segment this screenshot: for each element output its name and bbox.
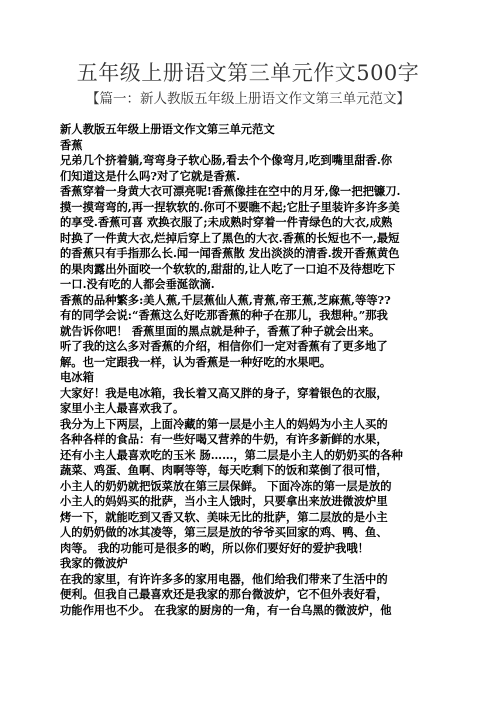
text-line: 烤一下，就能吃到又香又软、美味无比的批萨，第二层放的是小主 (60, 509, 388, 524)
text-line: 时换了一件黄大衣,烂掉后穿上了黑色的大衣.香蕉的长短也不一,最短 (60, 230, 400, 245)
text-line: 便利。但我自己最喜欢还是我家的那台微波炉，它不但外表好看， (60, 587, 388, 601)
page-title: 五年级上册语文第三单元作文500字 (76, 61, 420, 85)
text-line: 功能作用也不少。 在我家的厨房的一角，有一台乌黑的微波炉，他 (60, 602, 392, 617)
text-line: 我家的微波炉 (60, 556, 128, 570)
text-line: 还有小主人最喜欢吃的玉米 肠……，第二层是小主人的奶奶买的各种 (60, 447, 403, 462)
text-line: 香蕉穿着一身黄大衣可漂亮呢!香蕉像挂在空中的月牙,像一把把镰刀. (60, 184, 401, 198)
text-line: 在我的家里，有许许多多的家用电器，他们给我们带来了生活中的 (60, 571, 388, 586)
page-subtitle: 【篇一：新人教版五年级上册语文作文第三单元范文】 (86, 91, 410, 107)
text-line: 就告诉你吧！ 香蕉里面的黑点就是种子，香蕉了种子就会出来。 (60, 323, 381, 338)
text-line: 一口.没有吃的人都会垂涎欲滴. (60, 277, 215, 291)
text-line: 蔬菜、鸡蛋、鱼啊、肉啊等等，每天吃剩下的饭和菜倒了很可惜， (60, 463, 388, 477)
text-line: 家里小主人最喜欢我了。 (60, 401, 185, 415)
text-line: 电冰箱 (60, 370, 94, 384)
text-line: 人的奶奶做的冰其凌等，第三层是放的爷爷买回家的鸡、鸭、鱼、 (60, 525, 388, 539)
text-line: 小主人的奶奶就把饭菜放在第三层保鲜。 下面冷冻的第一层是放的 (60, 478, 392, 493)
text-line: 肉等。 我的功能可是很多的哟，所以你们要好好的爱护我哦！ (60, 540, 369, 555)
text-line: 新人教版五年级上册语文作文第三单元范文 (60, 122, 275, 136)
text-line: 解。也一定跟我一样，认为香蕉是一种好吃的水果吧。 (60, 354, 332, 369)
text-line: 各种各样的食品：有一些好喝又营养的牛奶，有许多新鲜的水果， (60, 432, 388, 446)
text-line: 小主人的妈妈买的批萨，当小主人饿时，只要拿出来放进微波炉里 (60, 494, 388, 508)
text-line: 摸一摸弯弯的,再一捏软软的.你可不要瞧不起;它肚子里装许多许多美 (60, 199, 400, 214)
text-line: 听了我的这么多对香蕉的介绍，相信你们一定对香蕉有了更多地了 (60, 339, 388, 353)
article-body (60, 122, 436, 618)
text-line: 有的同学会说:“香蕉这么好吃那香蕉的种子在那儿，我想种。”那我 (60, 308, 388, 322)
text-line: 兄弟几个挤着躺,弯弯身子软心肠,看去个个像弯月,吃到嘴里甜香.你 (60, 153, 393, 167)
text-line: 我分为上下两层，上面冷藏的第一层是小主人的妈妈为小主人买的 (60, 416, 388, 431)
text-line: 的享受.香蕉可喜 欢换衣服了;未成熟时穿着一件青绿色的大衣,成熟 (60, 215, 393, 229)
text-line: 香蕉 (60, 137, 83, 152)
text-line: 香蕉的品种繁多:美人蕉,千层蕉仙人蕉,青蕉,帝王蕉,芝麻蕉,等等?? (60, 292, 391, 307)
text-line: 的果肉露出外面咬一个软软的,甜甜的,让人吃了一口迫不及待想吃下 (60, 261, 396, 276)
text-line: 们知道这是什么吗?对了它就是香蕉. (60, 168, 241, 183)
text-line: 大家好！我是电冰箱，我长着又高又胖的身子，穿着银色的衣服， (60, 385, 388, 400)
text-line: 的香蕉只有手指那么长.闻一闻香蕉散 发出淡淡的清香.拨开香蕉黄色 (60, 246, 400, 260)
